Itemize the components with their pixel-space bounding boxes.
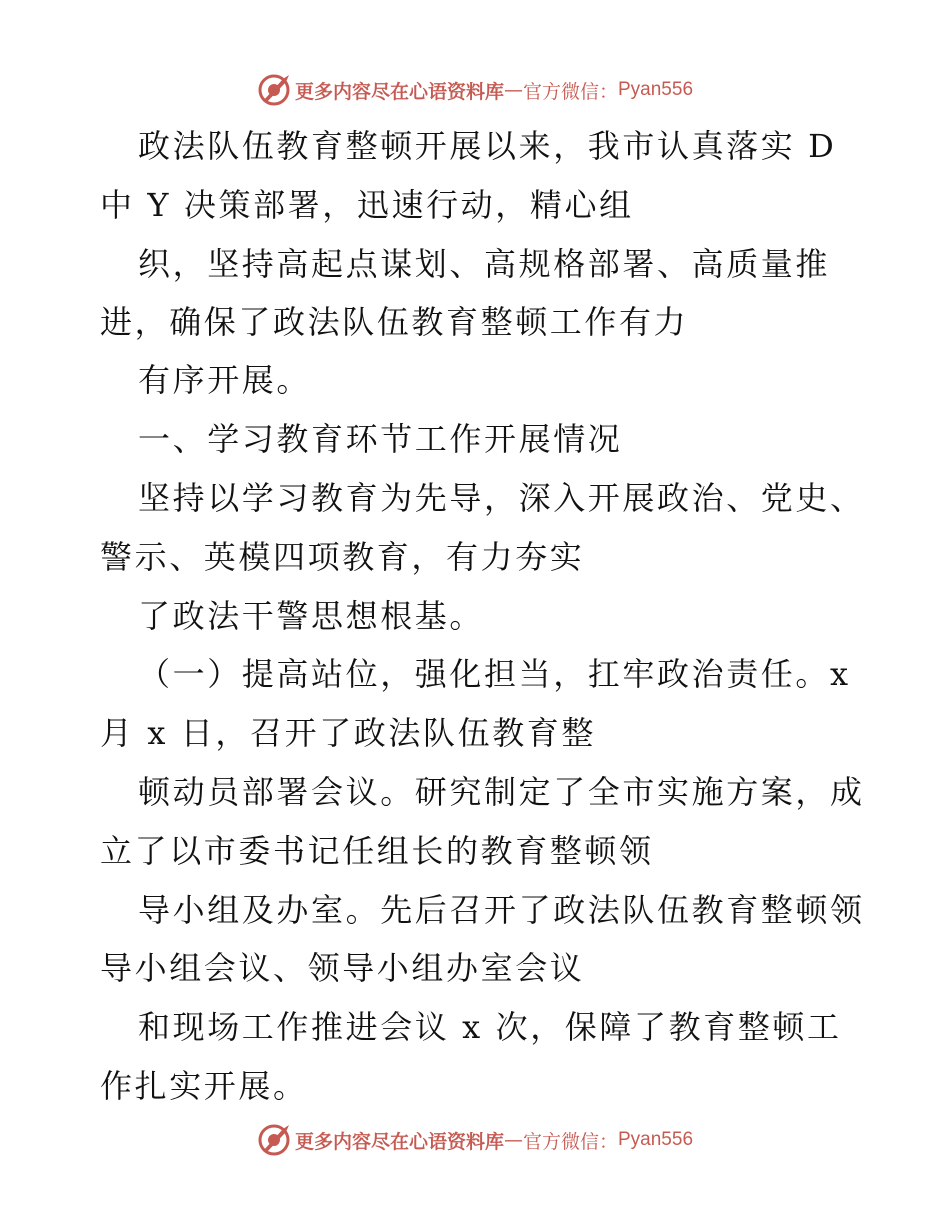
watermark-brand: 更多内容尽在心语资料库 bbox=[294, 1130, 504, 1153]
watermark-dash: — bbox=[503, 79, 523, 101]
watermark-wechat-id: Pyan556 bbox=[618, 79, 694, 100]
paragraph-line: 立了以市委书记任组长的教育整顿领 bbox=[100, 832, 654, 870]
paragraph-line: 进，确保了政法队伍教育整顿工作有力 bbox=[100, 303, 689, 341]
subsection-line: （一）提高站位，强化担当，扛牢政治责任。x bbox=[138, 655, 851, 693]
watermark-brand: 更多内容尽在心语资料库 bbox=[294, 80, 504, 103]
paragraph-line: 警示、英模四项教育，有力夯实 bbox=[100, 538, 585, 576]
paragraph-line: 导小组会议、领导小组办室会议 bbox=[100, 949, 585, 987]
paragraph-line: 织，坚持高起点谋划、高规格部署、高质量推 bbox=[138, 245, 831, 283]
paragraph-line: 和现场工作推进会议 x 次，保障了教育整顿工 bbox=[138, 1008, 842, 1046]
quill-logo-icon bbox=[257, 73, 291, 107]
paragraph-line: 导小组及办室。先后召开了政法队伍教育整顿领 bbox=[138, 891, 865, 929]
watermark-dash: — bbox=[503, 1129, 523, 1151]
watermark-label: 官方微信： bbox=[522, 1130, 618, 1153]
paragraph-line: 了政法干警思想根基。 bbox=[138, 597, 485, 635]
paragraph-line: 顿动员部署会议。研究制定了全市实施方案，成 bbox=[138, 773, 865, 811]
paragraph-line: 中 Y 决策部署，迅速行动，精心组 bbox=[100, 186, 634, 224]
section-heading: 一、学习教育环节工作开展情况 bbox=[138, 420, 623, 458]
paragraph-line: 作扎实开展。 bbox=[100, 1067, 308, 1105]
quill-logo-icon bbox=[257, 1123, 291, 1157]
paragraph-line: 月 x 日，召开了政法队伍教育整 bbox=[100, 714, 596, 752]
watermark-label: 官方微信： bbox=[522, 80, 618, 103]
paragraph-line: 坚持以学习教育为先导，深入开展政治、党史、 bbox=[138, 479, 865, 517]
watermark-header bbox=[0, 70, 950, 110]
paragraph-line: 有序开展。 bbox=[138, 361, 312, 399]
watermark-footer bbox=[0, 1120, 950, 1160]
watermark-wechat-id: Pyan556 bbox=[618, 1129, 694, 1150]
paragraph-line: 政法队伍教育整顿开展以来，我市认真落实 D bbox=[138, 127, 837, 165]
